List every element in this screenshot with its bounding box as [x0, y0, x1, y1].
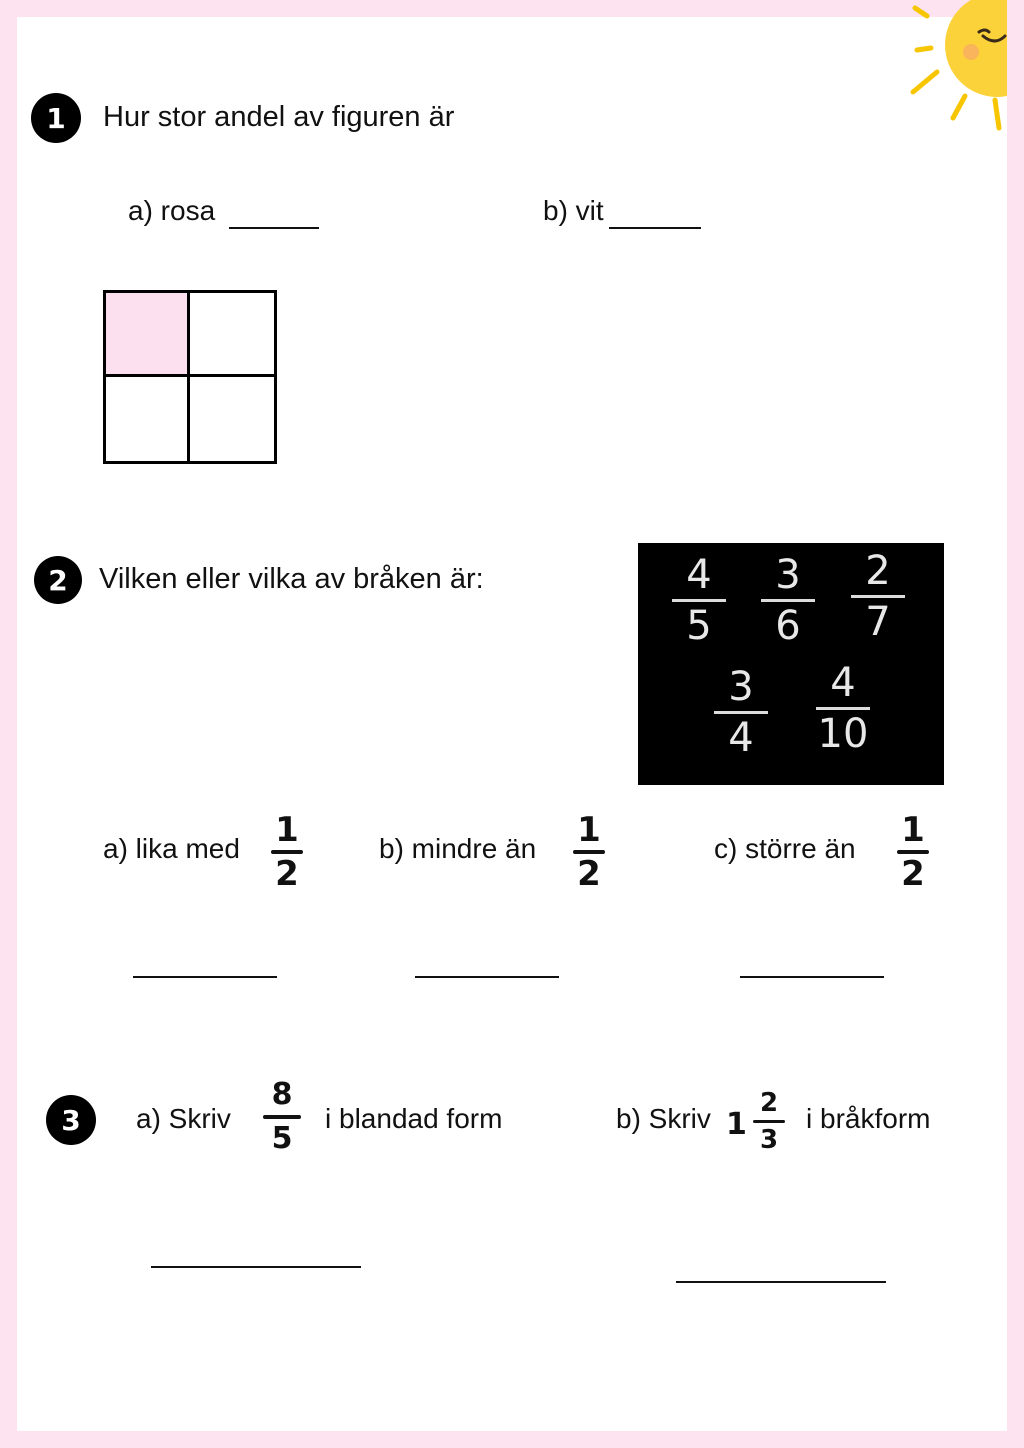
chalk-fraction: 4 5	[672, 553, 726, 648]
q2-option-b-fraction: 1 2	[573, 813, 605, 891]
q2-answer-c-line[interactable]	[740, 976, 884, 978]
q1-answer-b-line[interactable]	[609, 227, 701, 229]
sun-icon	[887, 0, 1007, 140]
q3-option-b-whole: 1	[726, 1107, 747, 1142]
q1-option-a-label: a) rosa	[128, 195, 216, 226]
question-number-badge: 2	[34, 556, 82, 604]
question-number-badge: 1	[31, 93, 81, 143]
chalk-fraction: 4 10	[817, 660, 869, 757]
question-1-text: Hur stor andel av figuren är	[103, 101, 455, 133]
q3-option-b-label: b) Skriv	[616, 1103, 711, 1134]
q3-option-a-fraction: 8 5	[263, 1079, 301, 1155]
q1-option-b-label: b) vit	[543, 195, 604, 226]
grid-cell-white	[103, 374, 190, 464]
q3-option-a-label: a) Skriv	[136, 1103, 231, 1134]
q2-answer-a-line[interactable]	[133, 976, 277, 978]
fraction-grid-figure	[103, 290, 277, 464]
grid-cell-pink	[103, 290, 190, 377]
chalkboard-fractions	[638, 543, 944, 785]
chalk-fraction: 3 6	[761, 553, 815, 648]
q2-option-c-fraction: 1 2	[897, 813, 929, 891]
q3-option-b-fraction: 2 3	[753, 1089, 785, 1154]
question-number-badge: 3	[46, 1095, 96, 1145]
q3-answer-a-line[interactable]	[151, 1266, 361, 1268]
worksheet-page	[17, 17, 1007, 1431]
q2-option-a-fraction: 1 2	[271, 813, 303, 891]
q3-option-a-suffix: i blandad form	[325, 1103, 503, 1134]
q2-option-a-label: a) lika med	[103, 833, 240, 864]
q3-option-b-suffix: i bråkform	[806, 1103, 931, 1134]
question-2-text: Vilken eller vilka av bråken är:	[99, 563, 484, 595]
q2-option-b-label: b) mindre än	[379, 833, 537, 864]
grid-cell-white	[187, 290, 277, 377]
q2-option-c-label: c) större än	[714, 833, 856, 864]
q1-answer-a-line[interactable]	[229, 227, 319, 229]
grid-cell-white	[187, 374, 277, 464]
q2-answer-b-line[interactable]	[415, 976, 559, 978]
q3-answer-b-line[interactable]	[676, 1281, 886, 1283]
chalk-fraction: 3 4	[714, 665, 768, 760]
chalk-fraction: 2 7	[851, 549, 905, 644]
